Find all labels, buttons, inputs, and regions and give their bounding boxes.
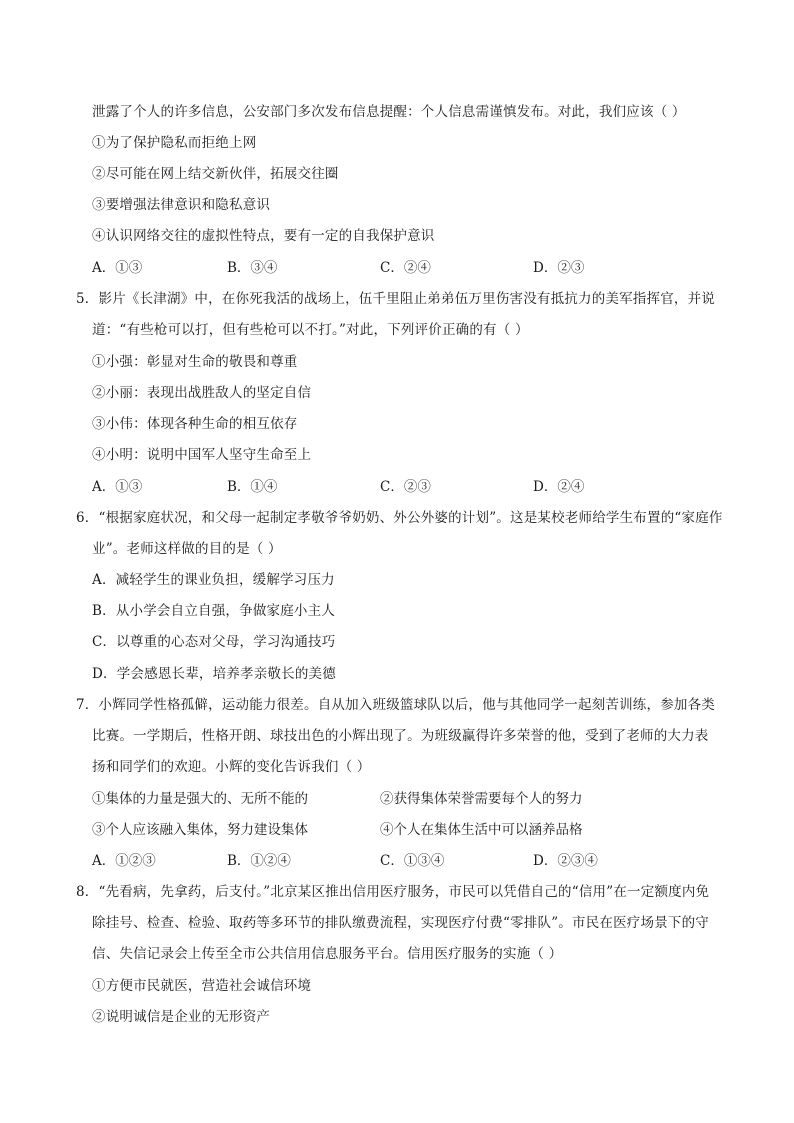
q7-item-3: ③个人应该融入集体，努力建设集体: [92, 822, 308, 838]
q5-item-1: ①小强：彰显对生命的敬畏和尊重: [92, 354, 298, 370]
q8-item-1: ①方便市民就医，营造社会诚信环境: [92, 978, 312, 994]
q5-stem-line-1: 5．影片《长津湖》中，在你死我活的战场上，伍千里阻止弟弟伍万里伤害没有抵抗力的美军指挥官，并说: [76, 291, 715, 307]
q4-stem: 泄露了个人的许多信息，公安部门多次发布信息提醒：个人信息需谨慎发布。对此，我们应该（ ）: [92, 104, 686, 120]
q4-item-2: ②尽可能在网上结交新伙伴，拓展交往圈: [92, 166, 339, 182]
q4-option-a: A．①③: [92, 260, 143, 276]
q5-option-c: C．②③: [380, 479, 431, 495]
q8-stem-line-2: 除挂号、检查、检验、取药等多环节的排队缴费流程，实现医疗付费“零排队”。市民在医疗场景下的守: [92, 915, 710, 931]
q7-item-1: ①集体的力量是强大的、无所不能的: [92, 791, 308, 807]
q7-item-2: ②获得集体荣誉需要每个人的努力: [380, 791, 583, 807]
q4-option-c: C．②④: [380, 260, 431, 276]
q5-option-b: B．①④: [227, 479, 278, 495]
q6-stem-line-2: 业”。老师这样做的目的是（ ）: [92, 541, 282, 557]
q4-option-b: B．③④: [227, 260, 278, 276]
q7-option-c: C．①③④: [380, 853, 445, 869]
q8-stem-line-1: 8．“先看病，先拿药，后支付。”北京某区推出信用医疗服务，市民可以凭借自己的“信用”在一定额度内免: [76, 884, 710, 900]
q5-item-2: ②小丽：表现出战胜敌人的坚定自信: [92, 385, 312, 401]
q4-item-4: ④认识网络交往的虚拟性特点，要有一定的自我保护意识: [92, 228, 435, 244]
q6-option-c: C．以尊重的心态对父母，学习沟通技巧: [92, 634, 336, 650]
q5-option-a: A．①③: [92, 479, 143, 495]
q7-option-b: B．①②④: [227, 853, 291, 869]
q4-item-1: ①为了保护隐私而拒绝上网: [92, 135, 257, 151]
q7-option-d: D．②③④: [533, 853, 598, 869]
q6-option-d: D．学会感恩长辈，培养孝亲敬长的美德: [92, 666, 336, 682]
q5-stem-line-2: 道：“有些枪可以打，但有些枪可以不打。”对此，下列评价正确的有（ ）: [92, 322, 529, 338]
q7-stem-line-3: 扬和同学们的欢迎。小辉的变化告诉我们（ ）: [92, 759, 371, 775]
q8-item-2: ②说明诚信是企业的无形资产: [92, 1009, 271, 1025]
q5-item-4: ④小明：说明中国军人坚守生命至上: [92, 447, 312, 463]
q5-option-d: D．②④: [533, 479, 585, 495]
q4-option-d: D．②③: [533, 260, 585, 276]
q4-item-3: ③要增强法律意识和隐私意识: [92, 197, 271, 213]
q5-item-3: ③小伟：体现各种生命的相互依存: [92, 416, 298, 432]
q6-option-a: A．减轻学生的课业负担，缓解学习压力: [92, 572, 335, 588]
q8-stem-line-3: 信、失信记录会上传至全市公共信用信息服务平台。信用医疗服务的实施（ ）: [92, 946, 563, 962]
q7-stem-line-2: 比赛。一学期后，性格开朗、球技出色的小辉出现了。为班级赢得许多荣誉的他，受到了老师的大力表: [92, 728, 709, 744]
q6-stem-line-1: 6．“根据家庭状况，和父母一起制定孝敬爷爷奶奶、外公外婆的计划”。这是某校老师给学生布置的“家庭作: [76, 510, 723, 526]
q7-option-a: A．①②③: [92, 853, 156, 869]
q6-option-b: B．从小学会自立自强，争做家庭小主人: [92, 603, 336, 619]
q7-item-4: ④个人在集体生活中可以涵养品格: [380, 822, 583, 838]
q7-stem-line-1: 7．小辉同学性格孤僻，运动能力很差。自从加入班级篮球队以后，他与其他同学一起刻苦训练，参加各类: [76, 697, 715, 713]
